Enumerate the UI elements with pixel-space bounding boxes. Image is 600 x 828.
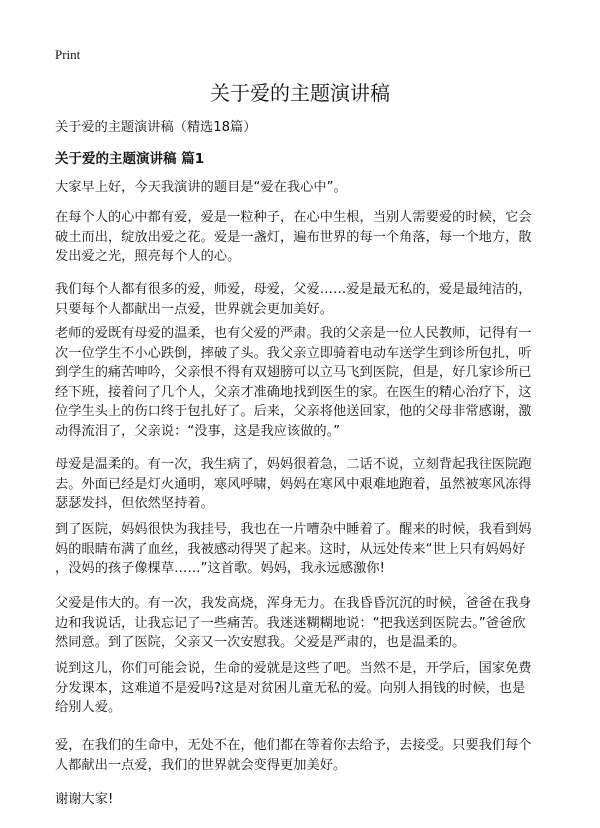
paragraph-line: 边和我说话，让我忘记了一些痛苦。我迷迷糊糊地说：“把我送到医院去。”爸爸欣: [55, 615, 526, 631]
print-label: Print: [55, 47, 81, 62]
paragraph: [55, 790, 555, 810]
paragraph-line: 谢谢大家!: [55, 792, 114, 807]
paragraph-line: 瑟瑟发抖，但依然坚持着。: [55, 496, 214, 511]
paragraph-line: 位学生头上的伤口终于包扎好了。后来，父亲将他送回家，他的父母非常感谢，激: [55, 404, 532, 419]
paragraph-line: 老师的爱既有母爱的温柔，也有父爱的严肃。我的父亲是一位人民教师，记得有一: [55, 326, 532, 341]
paragraph: [55, 178, 555, 198]
document-subtitle: 关于爱的主题演讲稿（精选18篇）: [55, 120, 257, 135]
paragraph-line: 到学生的痛苦呻吟，父亲恨不得有双翅膀可以立马飞到医院，但是，好几家诊所已: [55, 365, 532, 380]
paragraph-line: 给别人爱。: [55, 700, 122, 715]
paragraph-line: 大家早上好，今天我演讲的题目是“爱在我心中”。: [55, 180, 347, 195]
paragraph-line: ，没妈的孩子像棵草……”这首歌。妈妈，我永远感激你!: [55, 561, 385, 576]
paragraph-line: 发出爱之光，照亮每个人的心。: [55, 249, 241, 264]
paragraph-line: 分发课本，这难道不是爱吗?这是对贫困儿童无私的爱。向别人捐钱的时候，也是: [55, 680, 526, 696]
paragraph-line: 爱，在我们的生命中，无处不在，他们都在等着你去给予，去接受。只要我们每个: [55, 738, 532, 753]
paragraph: [55, 280, 555, 319]
paragraph: [55, 659, 555, 718]
paragraph-line: 妈的眼睛布满了血丝，我被感动得哭了起来。这时，从远处传来“世上只有妈妈好: [55, 541, 526, 557]
paragraph-line: 只要每个人都献出一点爱，世界就会更加美好。: [55, 301, 333, 317]
paragraph: [55, 324, 555, 441]
paragraph-line: 说到这儿，你们可能会说，生命的爱就是这些了吧。当然不是，开学后，国家免费: [55, 661, 532, 676]
paragraph-line: 父爱是伟大的。有一次，我发高烧，浑身无力。在我昏昏沉沉的时候，爸爸在我身: [55, 596, 532, 611]
paragraph-line: 母爱是温柔的。有一次，我生病了，妈妈很着急，二话不说，立刻背起我往医院跑: [55, 457, 532, 472]
paragraph-line: 去。外面已经是灯火通明，寒风呼啸，妈妈在寒风中艰难地跑着，虽然被寒风冻得: [55, 476, 532, 492]
paragraph-line: 然同意。到了医院，父亲又一次安慰我。父爱是严肃的，也是温柔的。: [55, 635, 466, 650]
paragraph-line: 人都献出一点爱，我们的世界就会变得更加美好。: [55, 757, 347, 773]
paragraph-line: 我们每个人都有很多的爱，师爱，母爱，父爱……爱是最无私的，爱是最纯洁的，: [55, 282, 532, 297]
paragraph: [55, 520, 555, 579]
paragraph-line: 破土而出，绽放出爱之花。爱是一盏灯，遍布世界的每一个角落，每一个地方，散: [55, 229, 532, 245]
paragraph: [55, 736, 555, 775]
paragraph-line: 经下班，接着问了几个人，父亲才准确地找到医生的家。在医生的精心治疗下，这: [55, 384, 532, 400]
paragraph: [55, 455, 555, 514]
paragraph: [55, 208, 555, 267]
paragraph: [55, 594, 555, 653]
paragraph-line: 次一位学生不小心跌倒，摔破了头。我父亲立即骑着电动车送学生到诊所包扎，听: [55, 345, 532, 361]
paragraph-line: 到了医院，妈妈很快为我挂号，我也在一片嘈杂中睡着了。醒来的时候，我看到妈: [55, 522, 532, 537]
paragraph-line: 动得流泪了，父亲说：“没事，这是我应该做的。”: [55, 423, 341, 439]
document-title: 关于爱的主题演讲稿: [210, 81, 390, 105]
section-heading: 关于爱的主题演讲稿 篇1: [55, 151, 205, 167]
paragraph-line: 在每个人的心中都有爱，爱是一粒种子，在心中生根，当别人需要爱的时候，它会: [55, 210, 532, 225]
